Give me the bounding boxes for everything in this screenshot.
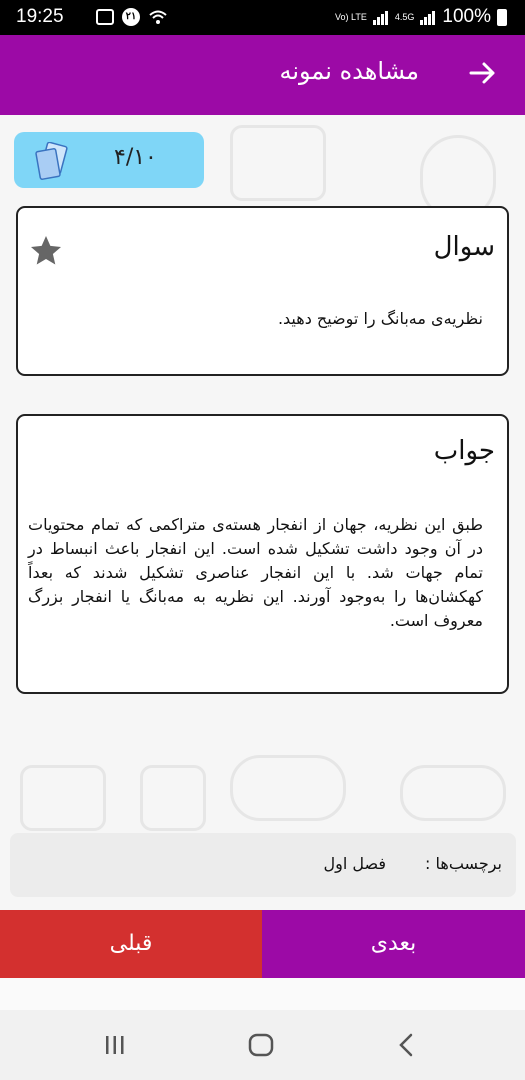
cards-icon [32, 142, 72, 182]
signal-icon-2 [420, 9, 436, 25]
question-text: نظریه‌ی مه‌بانگ را توضیح دهید. [277, 309, 483, 328]
page-title: مشاهده نمونه [279, 57, 419, 85]
answer-text: طبق این نظریه، جهان از انفجار هسته‌ی متراکمی که تمام محتویات در آن وجود داشت تشکیل شده است. این انفجار باعث انبساط در تمام جهات شد. با این انفجار عناصری تشکیل شدند که بعداً کهکشان‌ها را به‌وجود آورند. این نظریه به مه‌بانگ یا انفجار بزرگ معروف است. [28, 515, 483, 630]
battery-icon [497, 9, 507, 26]
arrow-right-icon[interactable] [467, 57, 499, 89]
wifi-icon [148, 9, 168, 25]
date-badge: ۲۱ [122, 8, 140, 26]
answer-heading: جواب [433, 436, 495, 466]
tags-label: برچسب‌ها : [425, 854, 502, 873]
network-type: 4.5G [394, 11, 415, 22]
signal-icon [373, 9, 389, 25]
answer-card [16, 414, 509, 694]
battery-percent: 100% [442, 6, 491, 27]
background-doodle [140, 765, 206, 831]
prev-button[interactable]: قبلی [0, 910, 262, 978]
recents-icon[interactable] [100, 1030, 130, 1060]
tags-value: فصل اول [323, 854, 386, 873]
system-nav-bar [0, 1010, 525, 1080]
status-left-icons [96, 8, 168, 26]
question-heading: سوال [433, 232, 495, 262]
next-button[interactable]: بعدی [262, 910, 525, 978]
tags-bar [10, 833, 516, 897]
background-doodle [20, 765, 106, 831]
home-icon[interactable] [246, 1030, 276, 1060]
gallery-notification-icon [96, 9, 114, 25]
background-doodle [230, 125, 326, 201]
status-right-icons [335, 6, 491, 28]
nav-back-icon[interactable] [392, 1030, 422, 1060]
main-content [0, 115, 525, 910]
card-counter [14, 132, 204, 188]
star-icon[interactable] [28, 233, 64, 269]
status-bar [0, 0, 525, 35]
status-time: 19:25 [16, 6, 64, 27]
app-toolbar [0, 35, 525, 115]
question-card [16, 206, 509, 376]
bottom-spacer [0, 978, 525, 1010]
counter-text: ۴/۱۰ [114, 145, 157, 170]
volte-indicator: Vo) LTE [335, 11, 367, 22]
background-doodle [400, 765, 506, 821]
background-doodle [230, 755, 346, 821]
